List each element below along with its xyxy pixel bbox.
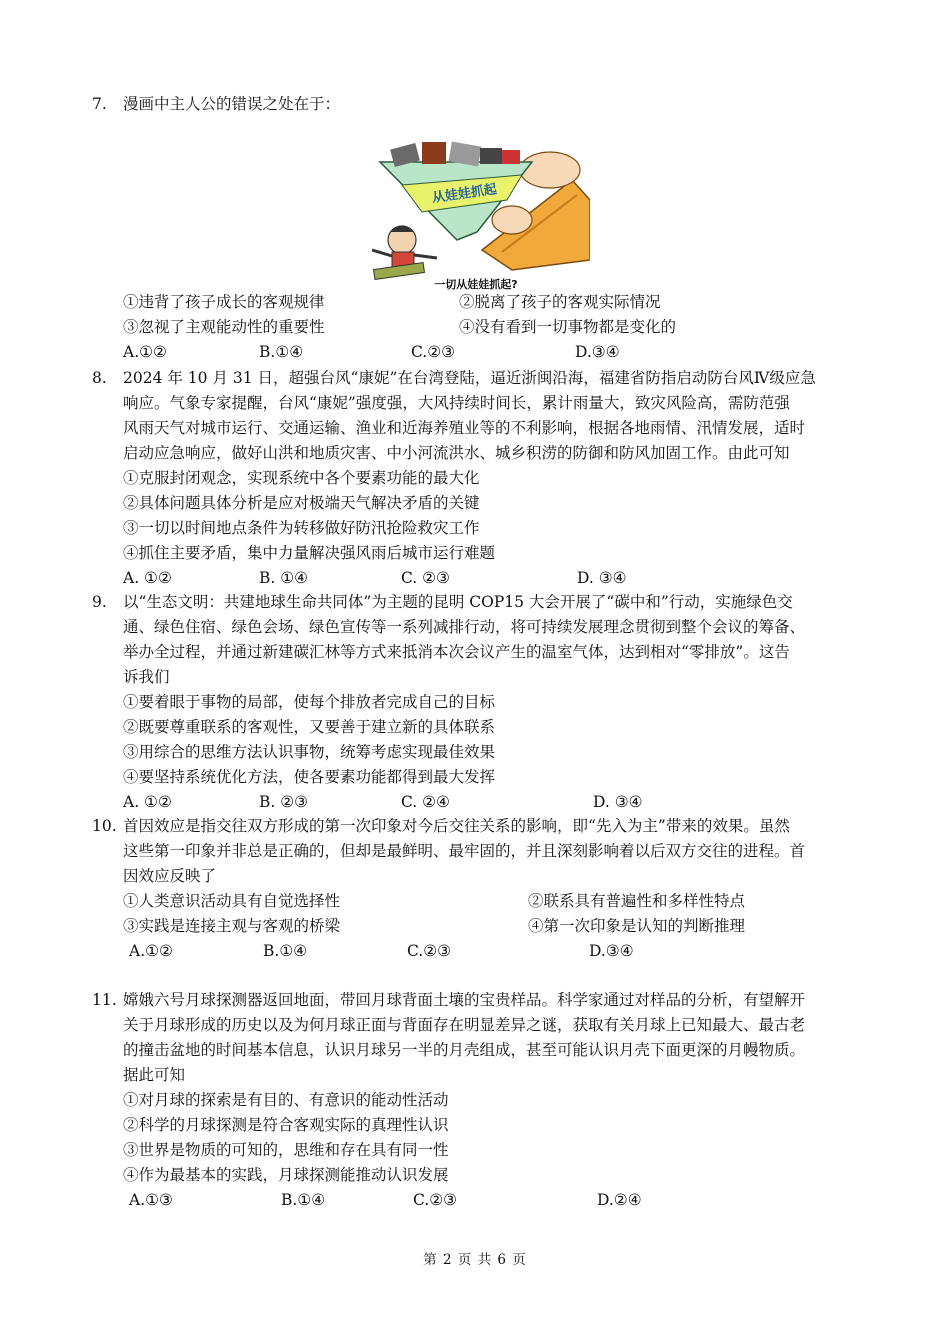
answer-row xyxy=(123,1188,872,1213)
answer-choice[interactable]: B. ①④ xyxy=(259,569,309,587)
answer-choice[interactable]: C.②③ xyxy=(411,343,456,361)
answer-choice[interactable]: A.①③ xyxy=(129,1191,173,1209)
stem-line: 嫦娥六号月球探测器返回地面，带回月球背面土壤的宝贵样品。科学家通过对样品的分析，有望解开 xyxy=(123,991,806,1009)
answer-choice[interactable]: C.②③ xyxy=(413,1191,458,1209)
option: ①要着眼于事物的局部，使每个排放者完成自己的目标 xyxy=(123,693,496,711)
question-number: 8. xyxy=(92,369,107,387)
answer-choice[interactable]: D. ③④ xyxy=(577,569,627,587)
stem-line: 这些第一印象并非总是正确的，但却是最鲜明、最牢固的，并且深刻影响着以后双方交往的进程。首 xyxy=(123,842,806,860)
answer-choice[interactable]: D.②④ xyxy=(597,1191,642,1209)
option-row xyxy=(123,290,872,315)
book-shape xyxy=(480,148,502,164)
stem-line: 诉我们 xyxy=(123,668,170,686)
stem-line: 首因效应是指交往双方形成的第一次印象对今后交往关系的影响，即“先入为主”带来的效果。虽然 xyxy=(123,817,790,835)
stem-line: 通、绿色住宿、绿色会场、绿色宣传等一系列减排行动，将可持续发展理念贯彻到整个会议的筹备、 xyxy=(123,618,806,636)
stem-line: 因效应反映了 xyxy=(123,867,217,885)
answer-choice[interactable]: C. ②③ xyxy=(401,569,450,587)
question-9 xyxy=(92,590,872,815)
answer-choice[interactable]: D.③④ xyxy=(589,942,634,960)
question-7-options xyxy=(92,290,872,365)
answer-choice[interactable]: B.①④ xyxy=(263,942,308,960)
answer-row xyxy=(123,939,872,964)
stem-line: 举办全过程，并通过新建碳汇林等方式来抵消本次会议产生的温室气体，达到相对“零排放”。这告 xyxy=(123,643,790,661)
funnel-label: 从娃娃抓起 xyxy=(431,182,498,207)
option: ①克服封闭观念，实现系统中各个要素功能的最大化 xyxy=(123,469,480,487)
option: ②具体问题具体分析是应对极端天气解决矛盾的关键 xyxy=(123,494,480,512)
option: ①人类意识活动具有自觉选择性 xyxy=(123,892,341,910)
stem-line: 据此可知 xyxy=(123,1066,186,1084)
option: ②既要尊重联系的客观性，又要善于建立新的具体联系 xyxy=(123,718,496,736)
stem-line: 以“生态文明：共建地球生命共同体”为主题的昆明 COP15 大会开展了“碳中和”行动，实施绿色交 xyxy=(123,593,793,611)
answer-choice[interactable]: B.①④ xyxy=(259,343,304,361)
stem-line: 启动应急响应，做好山洪和地质灾害、中小河流洪水、城乡积涝的防御和防风加固工作。由此可知 xyxy=(123,444,790,462)
question-number: 9. xyxy=(92,593,107,611)
cartoon-caption: 一切从娃娃抓起? xyxy=(434,278,518,291)
option: ④要坚持系统优化方法，使各要素功能都得到最大发挥 xyxy=(123,768,496,786)
stem-line: 的撞击盆地的时间基本信息，认识月球另一半的月壳组成，甚至可能认识月壳下面更深的月幔物质。 xyxy=(123,1041,806,1059)
question-number: 11. xyxy=(92,991,117,1009)
option: ④没有看到一切事物都是变化的 xyxy=(459,318,677,336)
stem-line: 风雨天气对城市运行、交通运输、渔业和近海养殖业等的不利影响，根据各地雨情、汛情发展，适时 xyxy=(123,419,806,437)
answer-choice[interactable]: A.①② xyxy=(129,942,173,960)
answer-choice[interactable]: B.①④ xyxy=(281,1191,326,1209)
option: ④作为最基本的实践，月球探测能推动认识发展 xyxy=(123,1166,449,1184)
option: ②科学的月球探测是符合客观实际的真理性认识 xyxy=(123,1116,449,1134)
book-shape xyxy=(502,150,520,164)
question-11 xyxy=(92,988,872,1213)
option: ④第一次印象是认知的判断推理 xyxy=(528,917,746,935)
answer-row xyxy=(123,340,872,365)
option: ④抓住主要矛盾，集中力量解决强风雨后城市运行难题 xyxy=(123,544,496,562)
question-stem: 漫画中主人公的错误之处在于： xyxy=(123,95,341,113)
hand-top xyxy=(520,152,580,188)
stem-line: 响应。气象专家提醒，台风“康妮”强度强，大风持续时间长，累计雨量大，致灾风险高，需防范强 xyxy=(123,394,790,412)
answer-choice[interactable]: A. ①② xyxy=(123,569,172,587)
answer-choice[interactable]: D.③④ xyxy=(575,343,620,361)
answer-choice[interactable]: C. ②④ xyxy=(401,793,450,811)
question-8 xyxy=(92,366,872,591)
answer-choice[interactable]: B. ②③ xyxy=(259,793,309,811)
question-7 xyxy=(92,92,872,117)
question-number: 10. xyxy=(92,817,117,835)
option: ③实践是连接主观与客观的桥梁 xyxy=(123,917,341,935)
stem-line: 关于月球形成的历史以及为何月球正面与背面存在明显差异之谜，获取有关月球上已知最大、最古老 xyxy=(123,1016,806,1034)
book-shape xyxy=(422,142,446,164)
answer-choice[interactable]: A.①② xyxy=(123,343,167,361)
stem-line: 2024 年 10 月 31 日，超强台风“康妮”在台湾登陆，逼近浙闽沿海，福建省防指启动防台风Ⅳ级应急 xyxy=(123,369,816,387)
option: ②联系具有普遍性和多样性特点 xyxy=(528,892,746,910)
option: ③用综合的思维方法认识事物，统筹考虑实现最佳效果 xyxy=(123,743,496,761)
cartoon-image xyxy=(362,140,590,292)
question-10 xyxy=(92,814,872,964)
option: ③一切以时间地点条件为转移做好防汛抢险救灾工作 xyxy=(123,519,480,537)
page-footer: 第 2 页 共 6 页 xyxy=(423,1252,527,1268)
answer-row xyxy=(123,790,872,815)
option-row xyxy=(123,889,872,914)
answer-choice[interactable]: A. ①② xyxy=(123,793,172,811)
option-row xyxy=(123,315,872,340)
option: ③忽视了主观能动性的重要性 xyxy=(123,318,325,336)
answer-row xyxy=(123,566,872,591)
hand-bottom xyxy=(492,206,532,234)
option: ③世界是物质的可知的，思维和存在具有同一性 xyxy=(123,1141,449,1159)
question-number: 7. xyxy=(92,95,107,113)
option: ②脱离了孩子的客观实际情况 xyxy=(459,293,661,311)
option-row xyxy=(123,914,872,939)
option: ①违背了孩子成长的客观规律 xyxy=(123,293,325,311)
answer-choice[interactable]: C.②③ xyxy=(407,942,452,960)
option: ①对月球的探索是有目的、有意识的能动性活动 xyxy=(123,1091,449,1109)
answer-choice[interactable]: D. ③④ xyxy=(593,793,643,811)
